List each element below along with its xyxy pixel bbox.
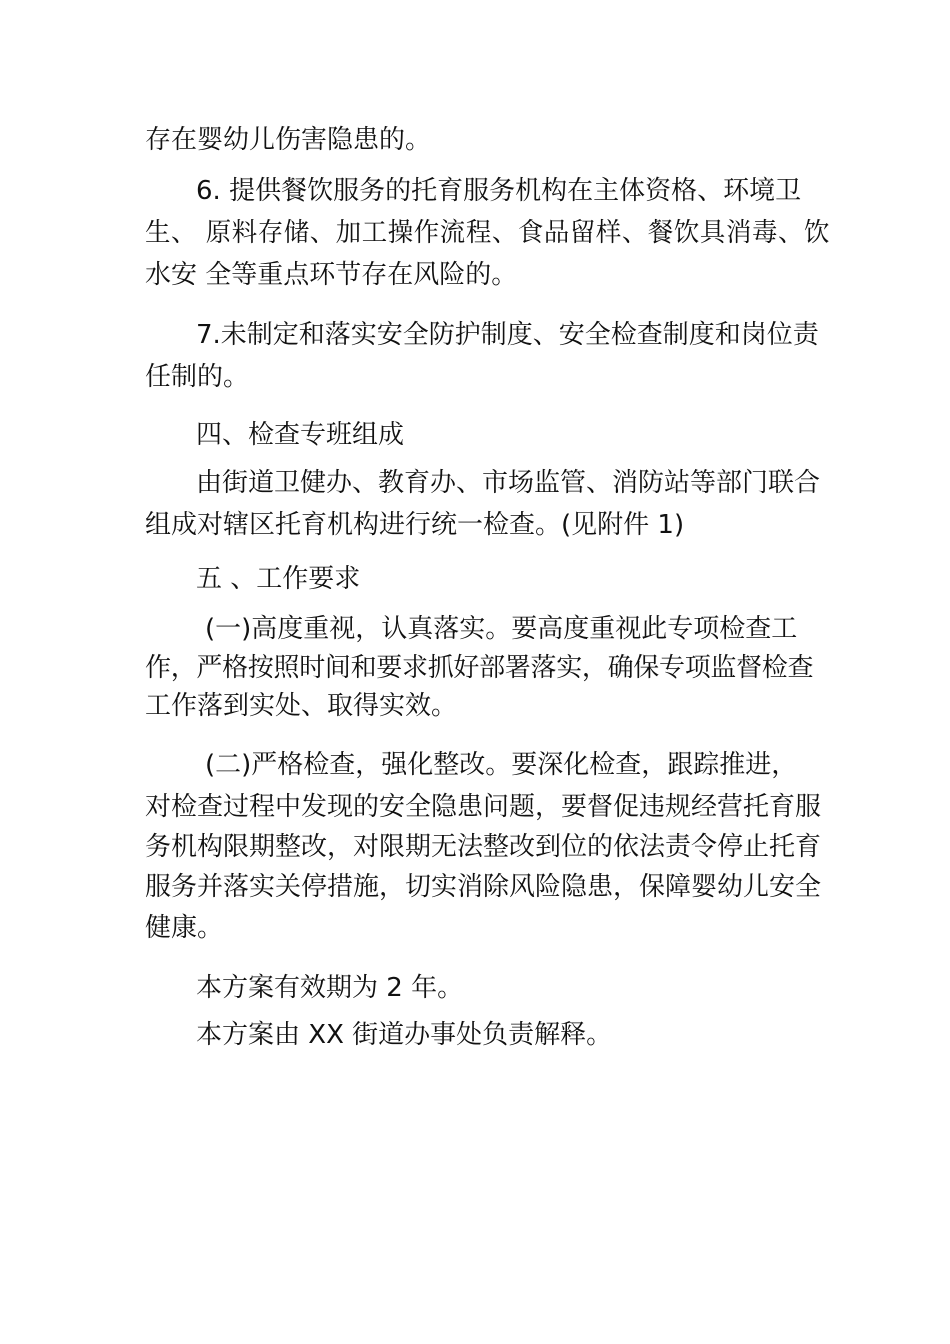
text-line: 组成对辖区托育机构进行统一检查。(见附件 1) bbox=[145, 510, 685, 540]
text-line: 本方案有效期为 2 年。 bbox=[196, 973, 464, 1003]
text-line: 健康。 bbox=[145, 913, 224, 943]
text-line: 务机构限期整改，对限期无法整改到位的依法责令停止托育 bbox=[145, 832, 822, 862]
text-line: 作，严格按照时间和要求抓好部署落实，确保专项监督检查 bbox=[145, 653, 814, 683]
text-line: 任制的。 bbox=[145, 362, 250, 392]
text-line: 存在婴幼儿伤害隐患的。 bbox=[145, 125, 432, 155]
text-line: 本方案由 XX 街道办事处负责解释。 bbox=[196, 1020, 613, 1050]
text-line: (二)严格检查，强化整改。要深化检查，跟踪推进， bbox=[205, 750, 798, 780]
text-line: (一)高度重视，认真落实。要高度重视此专项检查工 bbox=[205, 614, 798, 644]
section-heading: 四、检查专班组成 bbox=[196, 420, 405, 450]
text-line: 对检查过程中发现的安全隐患问题，要督促违规经营托育服 bbox=[145, 792, 822, 822]
text-line: 水安 全等重点环节存在风险的。 bbox=[145, 260, 518, 290]
text-line: 服务并落实关停措施，切实消除风险隐患，保障婴幼儿安全 bbox=[145, 872, 822, 902]
text-line: 由街道卫健办、教育办、市场监管、消防站等部门联合 bbox=[196, 468, 821, 498]
text-line: 生、 原料存储、加工操作流程、食品留样、餐饮具消毒、饮 bbox=[145, 218, 830, 248]
text-line: 7.未制定和落实安全防护制度、安全检查制度和岗位责 bbox=[196, 320, 819, 350]
text-line: 6. 提供餐饮服务的托育服务机构在主体资格、环境卫 bbox=[196, 176, 802, 206]
text-line: 工作落到实处、取得实效。 bbox=[145, 691, 458, 721]
section-heading: 五 、工作要求 bbox=[196, 564, 361, 594]
